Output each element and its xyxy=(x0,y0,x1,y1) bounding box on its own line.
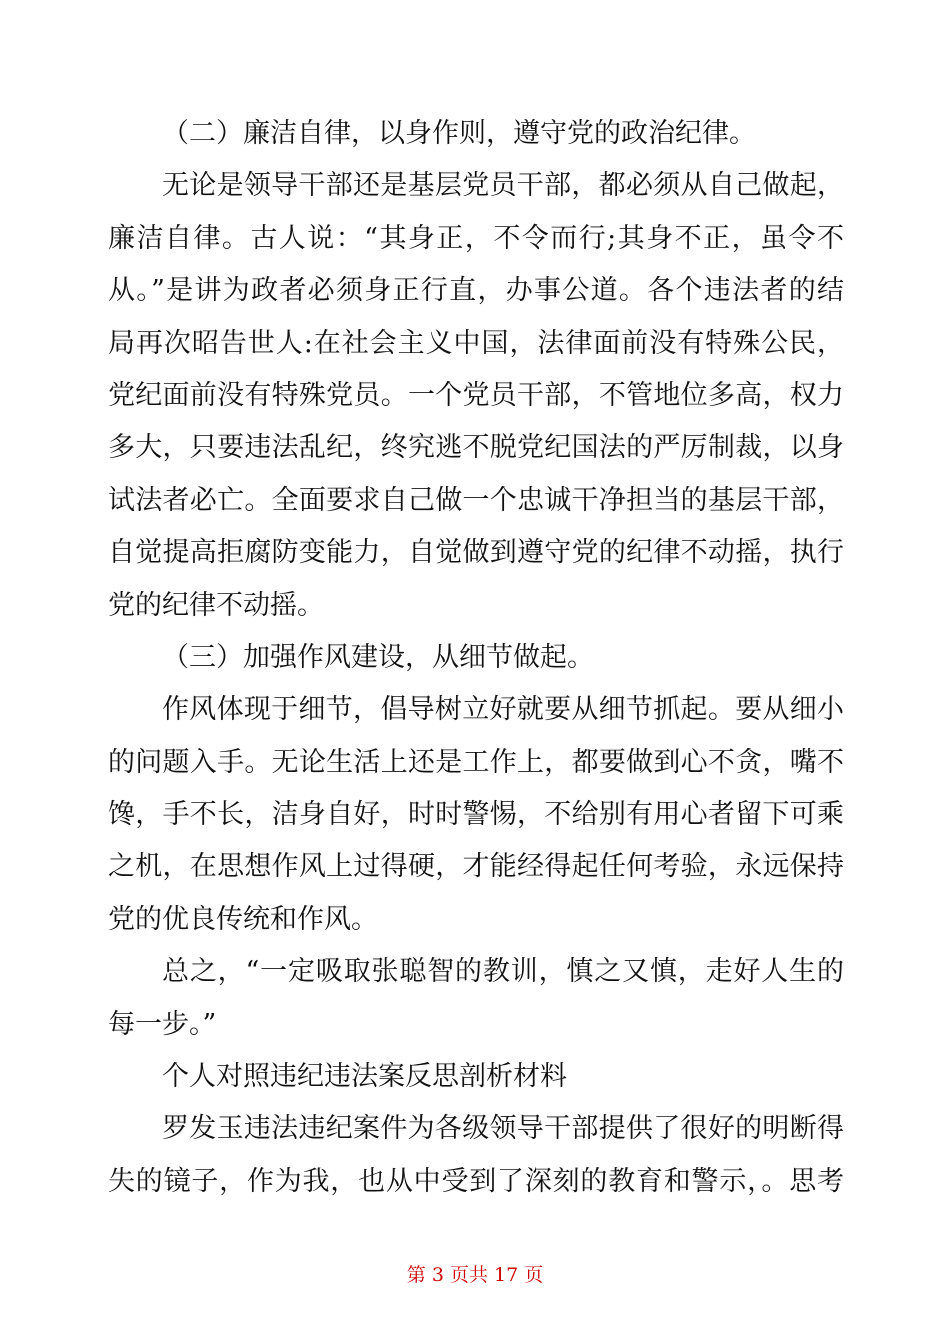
text-line: 之机，在思想作风上过得硬，才能经得起任何考验，永远保持 xyxy=(108,851,844,883)
text-line: 的问题入手。无论生活上还是工作上，都要做到心不贪，嘴不 xyxy=(108,746,844,778)
text-line: 无论是领导干部还是基层党员干部，都必须从自己做起， xyxy=(162,170,844,202)
text-line: 每一步。” xyxy=(108,1008,217,1040)
text-line: 自觉提高拒腐防变能力，自觉做到遵守党的纪律不动摇，执行 xyxy=(108,537,844,569)
text-line: 党的纪律不动摇。 xyxy=(108,589,324,621)
text-line: （三）加强作风建设，从细节做起。 xyxy=(162,641,594,673)
text-line: 馋，手不长，洁身自好，时时警惕，不给别有用心者留下可乘 xyxy=(108,799,844,831)
text-line: 作风体现于细节，倡导树立好就要从细节抓起。要从细小 xyxy=(162,694,844,726)
text-line: 试法者必亡。全面要求自己做一个忠诚干净担当的基层干部， xyxy=(108,484,844,516)
text-line: 党纪面前没有特殊党员。一个党员干部，不管地位多高，权力 xyxy=(108,379,844,411)
page-number-footer: 第 3 页共 17 页 xyxy=(406,1264,544,1286)
text-line: 党的优良传统和作风。 xyxy=(108,903,378,935)
text-line: 局再次昭告世人:在社会主义中国，法律面前没有特殊公民， xyxy=(108,327,844,359)
text-line: 失的镜子，作为我，也从中受到了深刻的教育和警示，。思考 xyxy=(108,1165,844,1197)
text-line: 多大，只要违法乱纪，终究逃不脱党纪国法的严厉制裁，以身 xyxy=(108,432,844,464)
text-line: 罗发玉违法违纪案件为各级领导干部提供了很好的明断得 xyxy=(162,1113,844,1145)
document-body xyxy=(108,108,844,1208)
text-line: 廉洁自律。古人说：“其身正，不令而行;其身不正，虽令不 xyxy=(108,222,844,254)
text-line: 总之，“一定吸取张聪智的教训，慎之又慎，走好人生的 xyxy=(162,956,844,988)
text-line: （二）廉洁自律，以身作则，遵守党的政治纪律。 xyxy=(162,118,756,149)
text-line: 个人对照违纪违法案反思剖析材料 xyxy=(162,1061,567,1093)
text-line: 从。”是讲为政者必须身正行直，办事公道。各个违法者的结 xyxy=(108,275,844,307)
